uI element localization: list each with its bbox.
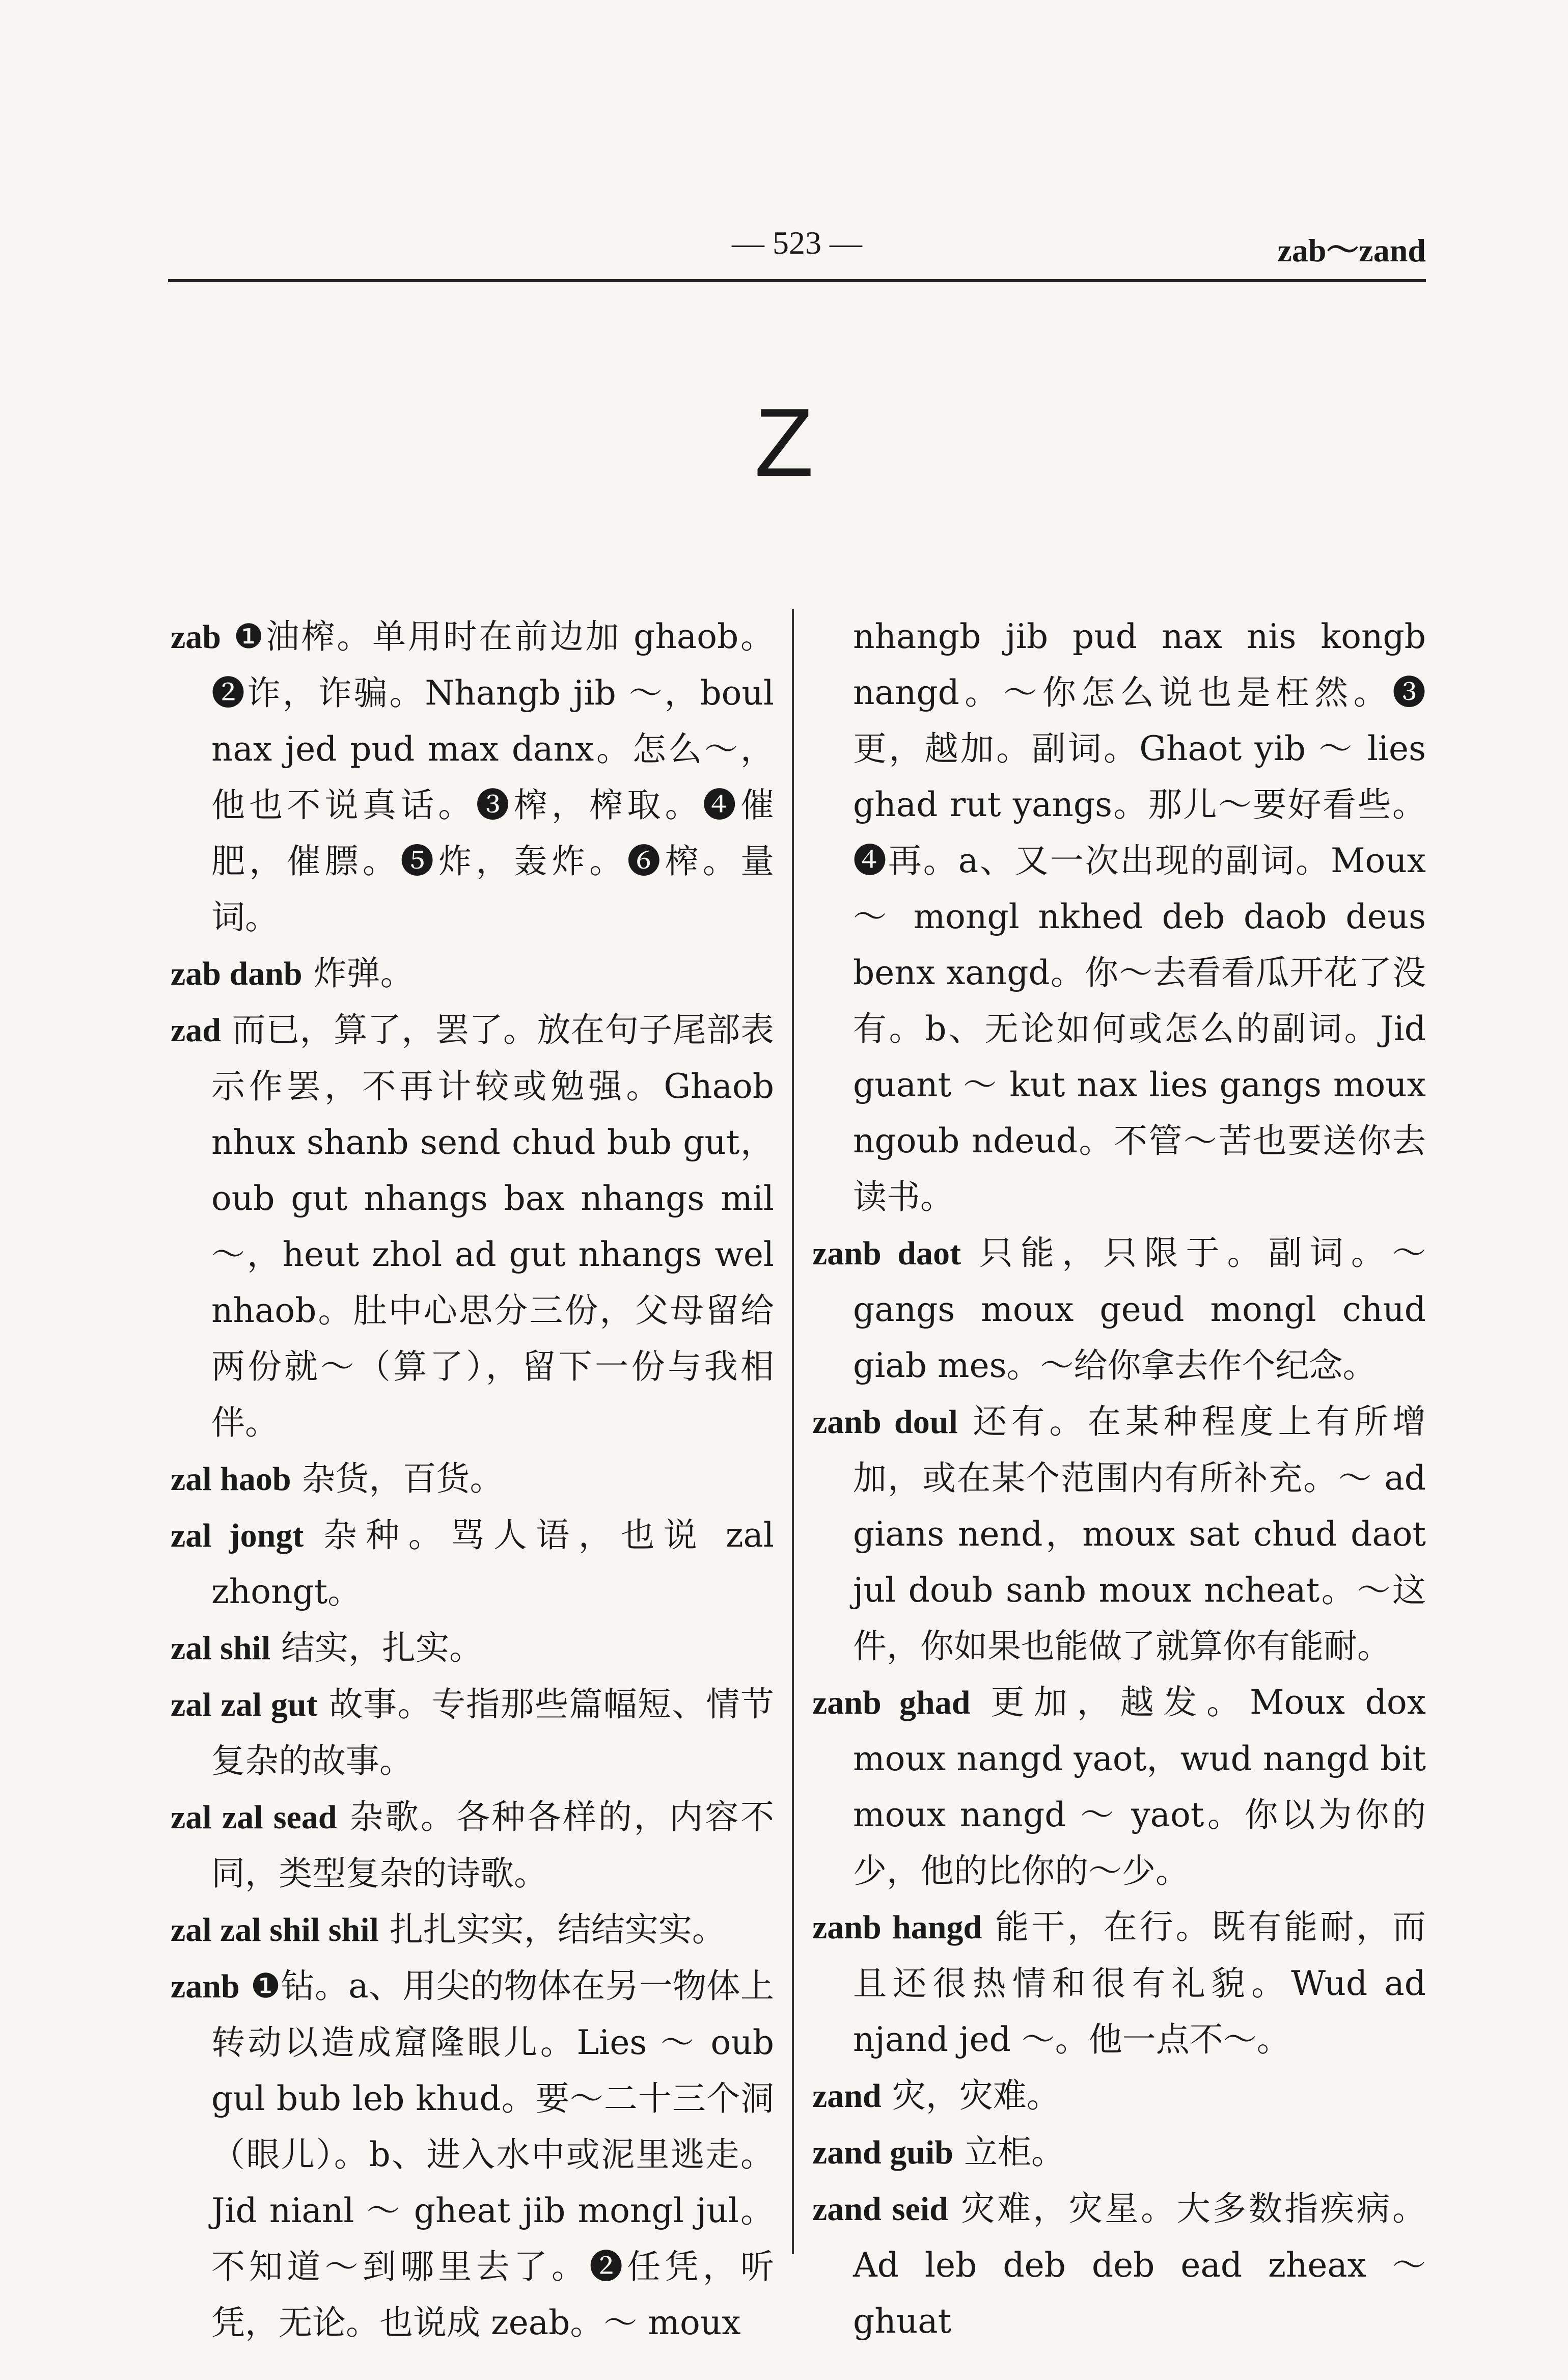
header-rule xyxy=(168,279,1426,282)
definition: ❶油榨。单用时在前边加 ghaob。❷诈，诈骗。Nhangb jib ～，boul nax jed pud max danx。怎么～，他也不说真话。❸榨，榨取。❹催肥，催膘。❺炸，轰炸。❻榨。量词。 xyxy=(211,617,774,937)
column-divider xyxy=(792,609,794,2254)
headword: zand seid xyxy=(812,2190,948,2228)
definition: 更加，越发。Moux dox moux nangd yaot，wud nangd bit moux nangd ～ yaot。你以为你的少，他的比你的～少。 xyxy=(853,1683,1426,1890)
dictionary-entry xyxy=(171,1958,774,2351)
page-header xyxy=(168,214,1426,275)
dictionary-entry xyxy=(812,1674,1426,1899)
dictionary-entry xyxy=(171,1451,774,1507)
headword: zanb xyxy=(171,1968,240,2005)
page-number: — 523 — xyxy=(732,225,862,261)
dictionary-entry xyxy=(812,1225,1426,1394)
definition: 扎扎实实，结结实实。 xyxy=(378,1910,726,1949)
headword: zanb ghad xyxy=(812,1684,971,1721)
right-column xyxy=(812,609,1426,2341)
headword: zal zal gut xyxy=(171,1686,318,1723)
section-letter: Z xyxy=(754,389,814,497)
dictionary-entry xyxy=(812,2181,1426,2349)
dictionary-entry xyxy=(171,1789,774,1902)
dictionary-entry xyxy=(171,1002,774,1451)
headword: zanb doul xyxy=(812,1403,958,1441)
dictionary-entry xyxy=(171,609,774,945)
dictionary-entry xyxy=(812,2124,1426,2181)
headword: zal shil xyxy=(171,1630,271,1667)
dictionary-entry xyxy=(171,1507,774,1620)
headword: zand guib xyxy=(812,2134,953,2171)
definition: 而已，算了，罢了。放在句子尾部表示作罢，不再计较或勉强。Ghaob nhux shanb send chud bub gut，oub gut nhangs bax nhangs mil ～，heut zhol ad gut nhangs wel nhaob。肚中心思分三份，父母留给两份就～（算了），留下一份与我相伴。 xyxy=(211,1010,774,1442)
headword: zanb hangd xyxy=(812,1909,982,1946)
dictionary-entry xyxy=(171,1676,774,1789)
headword: zal zal shil shil xyxy=(171,1911,379,1949)
definition: 灾，灾难。 xyxy=(881,2076,1060,2115)
dictionary-entry xyxy=(812,1899,1426,2068)
definition: 结实，扎实。 xyxy=(270,1628,483,1667)
headword: zal zal sead xyxy=(171,1799,337,1836)
headword: zab xyxy=(171,618,221,656)
dictionary-entry xyxy=(171,1620,774,1676)
definition: 杂货，百货。 xyxy=(291,1459,504,1498)
definition: 只能，只限于。副词。～ gangs moux geud mongl chud giab mes。～给你拿去作个纪念。 xyxy=(853,1233,1426,1385)
headword: zal haob xyxy=(171,1461,291,1498)
definition: 杂歌。各种各样的，内容不同，类型复杂的诗歌。 xyxy=(211,1797,774,1893)
left-column xyxy=(171,609,774,2342)
dictionary-entry xyxy=(171,945,774,1002)
headword: zab danb xyxy=(171,955,302,992)
dictionary-entry xyxy=(171,1902,774,1958)
entry-continuation: nhangb jib pud nax nis kongb nangd。～你怎么说也是枉然。❸更，越加。副词。Ghaot yib ～ lies ghad rut yangs。那儿～要好看些。❹再。a、又一次出现的副词。Moux ～ mongl nkhed deb daob deus benx xangd。你～去看看瓜开花了没有。b、无论如何或怎么的副词。Jid guant ～ kut nax lies gangs moux ngoub ndeud。不管～苦也要送你去读书。 xyxy=(853,617,1426,1216)
headword: zad xyxy=(171,1012,221,1049)
definition: 还有。在某种程度上有所增加，或在某个范围内有所补充。～ ad gians nend，moux sat chud daot jul doub sanb moux ncheat。～这件，你如果也能做了就算你有能耐。 xyxy=(853,1402,1426,1666)
headword: zanb daot xyxy=(812,1235,961,1272)
definition: 炸弹。 xyxy=(302,954,414,993)
dictionary-entry xyxy=(812,2068,1426,2124)
definition: 杂种。骂人语，也说 zal zhongt。 xyxy=(211,1516,774,1611)
definition: 灾难，灾星。大多数指疾病。Ad leb deb deb ead zheax ～ ghuat xyxy=(853,2189,1426,2341)
dictionary-entry xyxy=(812,1394,1426,1674)
running-head: zab～zand xyxy=(1277,232,1426,268)
headword: zand xyxy=(812,2077,882,2115)
definition: ❶钻。a、用尖的物体在另一物体上转动以造成窟隆眼儿。Lies ～ oub gul bub leb khud。要～二十三个洞（眼儿）。b、进入水中或泥里逃走。Jid nianl ～ gheat jib mongl jul。不知道～到哪里去了。❷任凭，听凭，无论。也说成 zeab。～ moux xyxy=(211,1966,774,2342)
definition: 立柜。 xyxy=(953,2132,1065,2172)
headword: zal jongt xyxy=(171,1517,304,1554)
definition: 能干，在行。既有能耐，而且还很热情和很有礼貌。Wud ad njand jed ～。他一点不～。 xyxy=(853,1907,1426,2059)
definition: 故事。专指那些篇幅短、情节复杂的故事。 xyxy=(211,1685,774,1780)
